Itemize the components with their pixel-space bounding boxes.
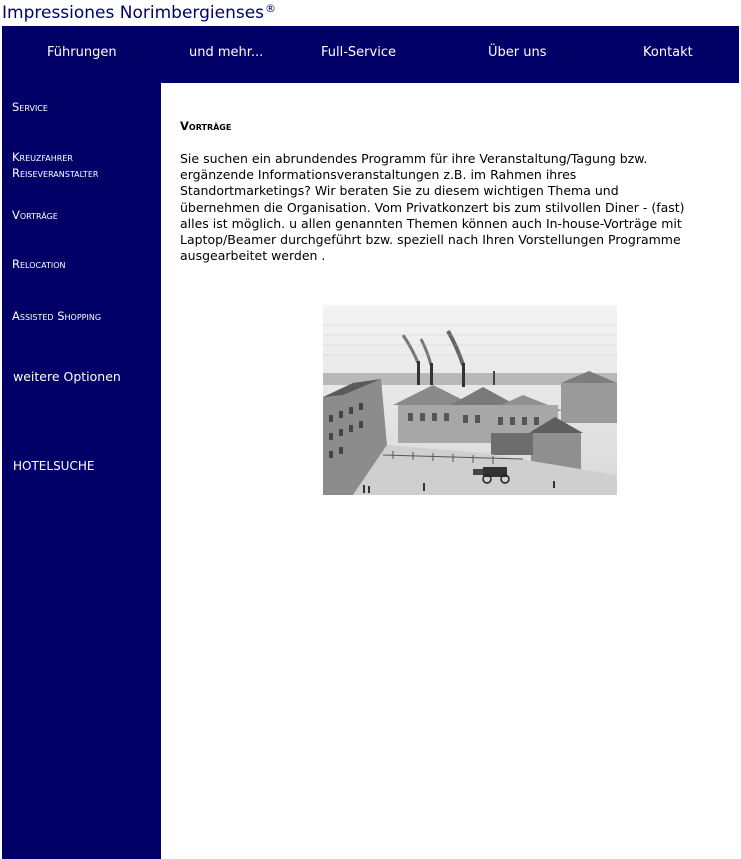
sidebar <box>2 83 161 859</box>
sidebar-item-relocation[interactable]: Relocation <box>12 257 66 271</box>
engraving-illustration <box>323 305 617 495</box>
sidebar-item-service[interactable]: Service <box>12 100 48 114</box>
nav-fuehrungen[interactable]: Führungen <box>47 45 117 60</box>
page-body-text: Sie suchen ein abrundendes Programm für ihre Veranstaltung/Tagung bzw. ergänzende Informationsveranstaltungen z.B. im Rahmen ihres Standortmarketings? Wir beraten Sie zu diesem wichtigen Thema und übernehmen die Organisation. Vom Privatkonzert bis zum stilvollen Diner - (fast) alles ist möglich. u allen genannten Themen können auch In-house-Vorträge mit Laptop/Beamer durchgeführt bzw. speziell nach Ihren Vorstellungen Programme ausgearbeitet werden . <box>180 151 685 264</box>
industrial-town-engraving <box>323 305 617 495</box>
sidebar-item-kreuzfahrer[interactable] <box>12 149 98 181</box>
sidebar-item-hotelsuche[interactable]: HOTELSUCHE <box>13 459 95 473</box>
sidebar-item-assisted-shopping[interactable]: Assisted Shopping <box>12 309 102 323</box>
site-title-text: Impressiones Norimbergienses <box>2 3 265 23</box>
site-title <box>2 2 276 24</box>
page-heading: Vorträge <box>180 119 232 133</box>
nav-kontakt[interactable]: Kontakt <box>643 45 693 60</box>
sidebar-item-vortraege[interactable]: Vorträge <box>12 208 58 222</box>
main-content <box>180 118 700 277</box>
registered-mark: ® <box>265 2 277 15</box>
sidebar-item-label-line2: Reiseveranstalter <box>12 166 99 180</box>
sidebar-item-label-line1: Kreuzfahrer <box>12 150 73 164</box>
sidebar-item-weitere-optionen[interactable]: weitere Optionen <box>13 369 121 384</box>
top-navigation <box>2 26 739 83</box>
nav-und-mehr[interactable]: und mehr... <box>189 45 264 60</box>
nav-full-service[interactable]: Full-Service <box>321 45 396 60</box>
nav-ueber-uns[interactable]: Über uns <box>488 45 547 60</box>
